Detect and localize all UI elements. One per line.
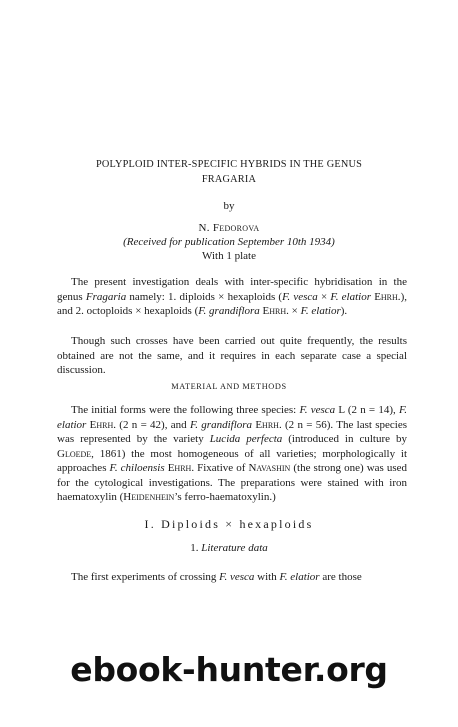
title-line-2: FRAGARIA xyxy=(201,174,257,185)
watermark-text: ebook-hunter.org xyxy=(70,650,388,689)
paragraph-introduction: The present investigation deals with inter-specific hybridisation in the genus Fragaria namely: 1. diploids × hexaploids (F. vesca × F. elatior Ehrh.), and 2. octoploids × hexaploids (F. grandiflora Ehrh. × F. elatior). xyxy=(57,276,407,317)
section-heading: MATERIAL AND METHODS xyxy=(171,382,287,391)
paragraph-crosses: Though such crosses have been carried out quite frequently, the results obtained are not the same, and it requires in each separate case a special discussion. xyxy=(57,335,407,376)
author-name: N. Fedorova xyxy=(198,222,260,234)
plate-note: With 1 plate xyxy=(202,250,256,262)
paragraph-methods: The initial forms were the following three species: F. vesca L (2 n = 14), F. elatior Ehrh. (2 n = 42), and F. grandiflora Ehrh. (2 n = 56). The last species was represented by the variety Lucida perfecta (introduced in culture by Gloede, 1861) the most homogeneous of all varieties; morphologically it approaches F. chiloensis Ehrh. Fixative of Navashin (the strong one) was used for the cytological investigations. The preparations were stained with iron haematoxylin (Heidenhein’s ferro-haematoxylin.) xyxy=(57,404,408,503)
article-title xyxy=(60,157,398,187)
title-line-1: POLYPLOID INTER-SPECIFIC HYBRIDS IN THE GENUS xyxy=(95,159,363,170)
subsection-heading: 1. Literature data xyxy=(190,542,268,554)
paragraph-literature: The first experiments of crossing F. vesca with F. elatior are those xyxy=(71,571,362,583)
received-date: (Received for publication September 10th 1934) xyxy=(123,236,335,248)
byline-word: by xyxy=(223,200,235,212)
chapter-heading: I. Diploids × hexaploids xyxy=(144,517,314,531)
